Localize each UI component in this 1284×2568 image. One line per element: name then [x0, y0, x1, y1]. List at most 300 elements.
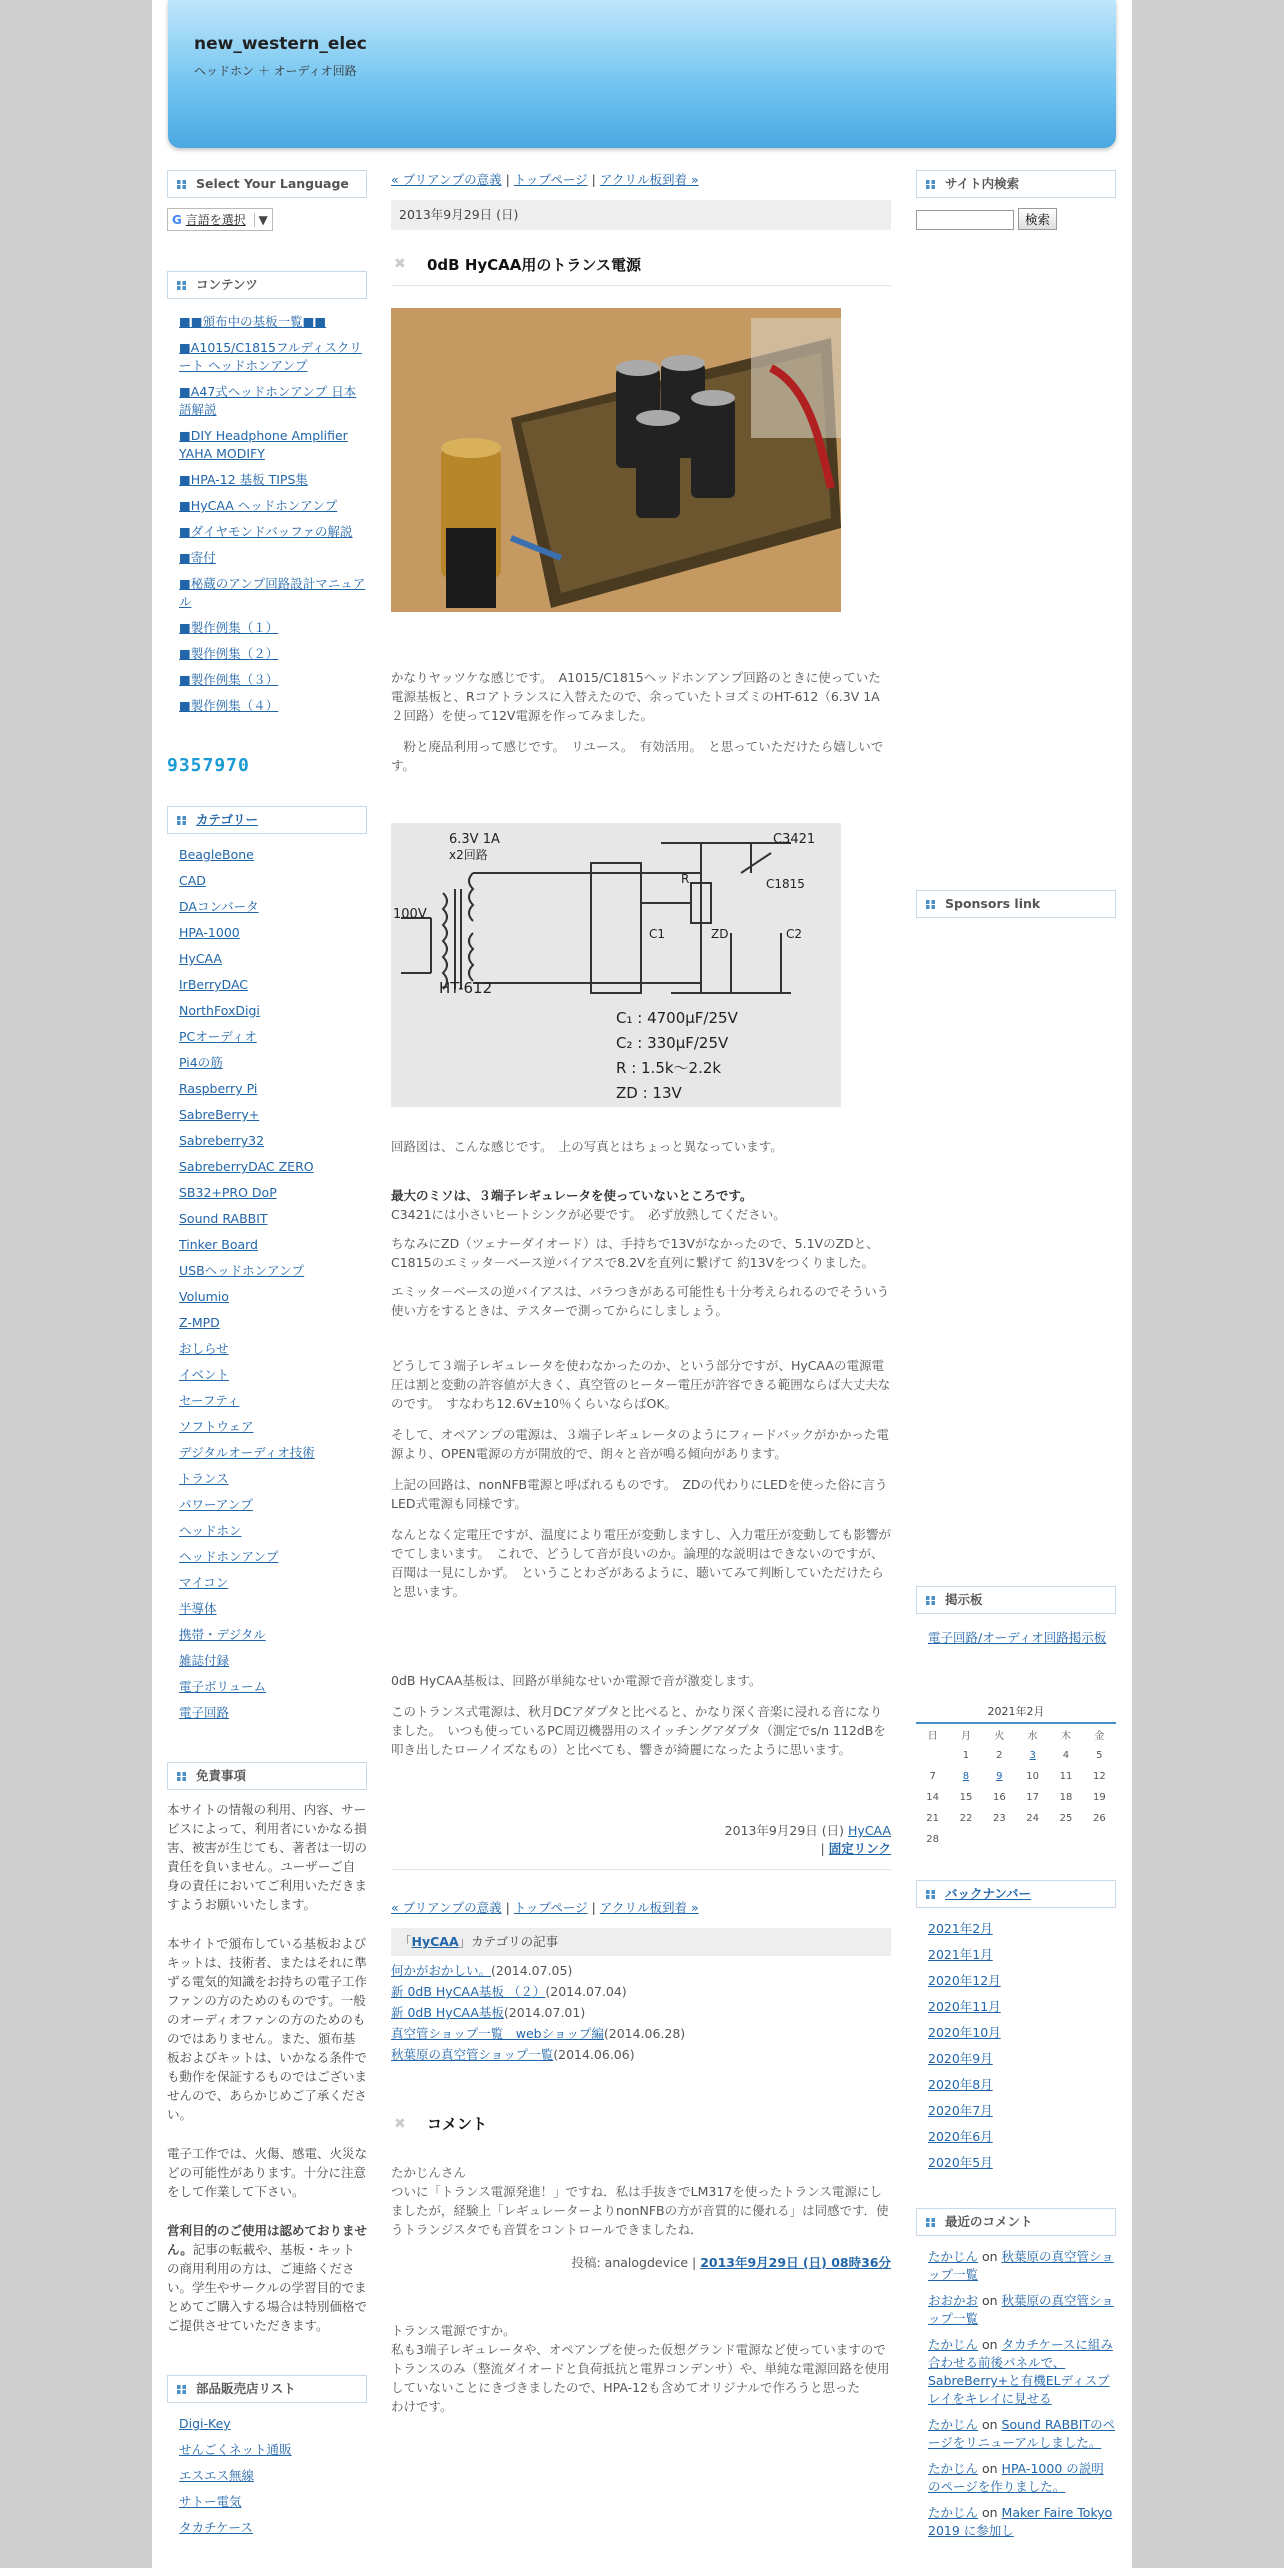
category-item: [179, 976, 367, 994]
calendar-day: [983, 1829, 1016, 1850]
category-item: [179, 1158, 367, 1176]
circuit-label-top2: x2回路: [449, 848, 488, 862]
visitor-counter: 9357970: [167, 755, 250, 776]
category-item: [179, 1262, 367, 1280]
post-nav-top: « プリアンプの意義 | トップページ | アクリル板到着 »: [391, 172, 699, 187]
circuit-label-c2: C2: [786, 927, 803, 941]
search-input[interactable]: [916, 210, 1014, 230]
backnumber-link[interactable]: 2020年5月: [928, 2155, 993, 2170]
calendar-day: 10: [1026, 1771, 1040, 1782]
category-link[interactable]: 電子回路: [179, 1705, 230, 1720]
category-link[interactable]: CAD: [179, 873, 206, 888]
paragraph-11: 0dB HyCAA基板は、回路が単純なせいか電源で音が激変します。: [391, 1673, 762, 1688]
backnumber-item: [928, 2128, 1116, 2146]
category-link[interactable]: Pi4の筋: [179, 1055, 223, 1070]
paragraph-8: そして、オペアンプの電源は、３端子レギュレータのようにフィードバックがかかった電源より、OPEN電源の方が開放的で、朗々と音が鳴る傾向があります。: [391, 1427, 890, 1461]
category-link[interactable]: Tinker Board: [179, 1237, 258, 1252]
category-link[interactable]: Sound RABBIT: [179, 1211, 268, 1226]
calendar-day: [949, 1766, 982, 1787]
backnumber-item: [928, 2024, 1116, 2042]
shop-link[interactable]: サトー電気: [179, 2494, 242, 2509]
category-link[interactable]: マイコン: [179, 1575, 229, 1590]
category-article-date: (2014.06.28): [603, 2026, 686, 2041]
paragraph-9: 上記の回路は、nonNFB電源と呼ばれるものです。 ZDの代わりにLEDを使った俗に言うLED式電源も同様です。: [391, 1477, 888, 1511]
backnumber-link[interactable]: 2021年2月: [928, 1921, 993, 1936]
post-bullet-icon: ✖: [394, 256, 406, 272]
chevron-down-icon: ▼: [254, 213, 268, 227]
contents-item: [179, 313, 367, 331]
calendar-day: 15: [959, 1792, 973, 1803]
contents-item: [179, 575, 367, 611]
category-item: [179, 1418, 367, 1436]
comment-1-meta: [391, 2253, 891, 2271]
recent-comment-on: on: [978, 2505, 1002, 2520]
recent-comment-item: [928, 2416, 1116, 2452]
shops-heading: 部品販売店リスト: [167, 2375, 367, 2403]
contents-item: [179, 383, 367, 419]
calendar-day: 22: [959, 1813, 973, 1824]
paragraph-1: かなりヤッツケな感じです。 A1015/C1815ヘッドホンアンプ回路のときに使っていた電源基板と、Rコアトランスに入替えたので、余っていたトヨズミのHT-612（6.3V 1A ２回路）を使って12V電源を作ってみました。: [391, 670, 881, 723]
contents-link[interactable]: ■A47式ヘッドホンアンプ 日本語解説: [179, 384, 357, 417]
calendar-weekday: 日: [927, 1731, 938, 1742]
paragraph-7: どうして３端子レギュレータを使わなかったのか、という部分ですが、HyCAAの電源電圧は割と変動の許容値が大きく、真空管のヒーター電圧が許容できる範囲ならば大丈夫なのです。 すなわち12.6V±10％くらいならばOK。: [391, 1358, 891, 1411]
category-link[interactable]: HyCAA: [179, 951, 222, 966]
shop-item: [179, 2441, 367, 2459]
circuit-label-input: 100V: [393, 907, 427, 922]
paragraph-4-bold: 最大のミソは、３端子レギュレータを使っていないところです。: [391, 1188, 753, 1203]
recent-comment-post-link[interactable]: タカチケースに組み合わせる前後パネルで、SabreBerry+と有機ELディスプレイをキレイに見せる: [928, 2337, 1113, 2406]
site-header: [168, 0, 1116, 148]
disclaimer-4-text: 記事の転載や、基板・キットの商用利用の方は、ご連絡ください。学生やサークルの学習目的でまとめてご購入する場合は特別価格でご提供させていただきます。: [167, 2242, 368, 2333]
category-link[interactable]: 携帯・デジタル: [179, 1627, 266, 1642]
circuit-label-c1: C1: [649, 927, 666, 941]
calendar-day: [983, 1766, 1016, 1787]
left-sidebar: [167, 170, 367, 2545]
calendar-weekday: 水: [1027, 1731, 1038, 1742]
category-article-item: [391, 1960, 891, 1981]
category-link[interactable]: トランス: [179, 1471, 229, 1486]
contents-item: [179, 497, 367, 515]
category-articles-heading: 「HyCAA」カテゴリの記事: [391, 1928, 891, 1956]
recent-comment-post-link[interactable]: 秋葉原の真空管ショップ一覧: [928, 2293, 1114, 2326]
category-link[interactable]: 半導体: [179, 1601, 217, 1616]
comment-2-body: トランス電源ですか。 私も3端子レギュレータや、オペアンプを使った仮想グランド電源など使っていますので トランスのみ（整流ダイオードと負荷抵抗と電界コンデンサ）や、単純な電源回路を使用していないことにきづきましたので、HPA-12も含めてオリジナルで作ろうと思った わけです。: [391, 2323, 890, 2414]
category-link[interactable]: ヘッドホンアンプ: [179, 1549, 279, 1564]
recent-comment-item: [928, 2504, 1116, 2540]
grid-icon: [177, 816, 186, 825]
category-article-item: [391, 2044, 891, 2065]
shop-link[interactable]: Digi-Key: [179, 2416, 231, 2431]
calendar-day: 7: [929, 1771, 936, 1782]
post-footer: 2013年9月29日 (日) HyCAA | 固定リンク: [391, 1821, 891, 1870]
contents-link[interactable]: ■製作例集（３）: [179, 672, 279, 687]
contents-link[interactable]: ■ダイヤモンドバッファの解説: [179, 524, 353, 539]
calendar-weekday: 火: [994, 1731, 1005, 1742]
comment-1-permalink[interactable]: 2013年9月29日 (日) 08時36分: [700, 2255, 891, 2270]
contents-link[interactable]: ■HyCAA ヘッドホンアンプ: [179, 498, 338, 513]
calendar-day: 16: [992, 1792, 1006, 1803]
backnumber-link[interactable]: 2020年10月: [928, 2025, 1001, 2040]
circuit-value-c1: C₁ : 4700μF/25V: [616, 1009, 738, 1027]
contents-item: [179, 339, 367, 375]
backnumber-item: [928, 1998, 1116, 2016]
grid-icon: [926, 1596, 935, 1605]
category-item: [179, 1626, 367, 1644]
backnumber-link[interactable]: 2020年11月: [928, 1999, 1001, 2014]
disclaimer-heading: 免責事項: [167, 1762, 367, 1790]
category-item: [179, 924, 367, 942]
category-link[interactable]: ヘッドホン: [179, 1523, 242, 1538]
paragraph-12: このトランス式電源は、秋月DCアダプタと比べると、かなり深く音楽に浸れる音になりました。 いつも使っているPC周辺機器用のスイッチングアダプタ（測定でs/n 112dBを叩き出したローノイズなもの）と比べても、響きが綺麗になったように思います。: [391, 1704, 886, 1757]
backnumber-item: [928, 1946, 1116, 1964]
category-item: [179, 1548, 367, 1566]
circuit-label-zd: ZD: [711, 927, 729, 941]
prev-post-link-bottom[interactable]: « プリアンプの意義: [391, 1900, 502, 1915]
category-item: [179, 1028, 367, 1046]
circuit-value-zd: ZD : 13V: [616, 1084, 682, 1102]
recent-comment-author-link[interactable]: たかじん: [928, 2417, 979, 2432]
search-button[interactable]: 検索: [1018, 208, 1057, 230]
category-item: [179, 1184, 367, 1202]
category-link[interactable]: セーフティ: [179, 1393, 240, 1408]
board-link[interactable]: 電子回路/オーディオ回路掲示板: [928, 1630, 1107, 1645]
calendar-day: 21: [926, 1813, 940, 1824]
contents-item: [179, 645, 367, 663]
contents-list: [167, 313, 367, 715]
shop-item: [179, 2415, 367, 2433]
grid-icon: [926, 1890, 935, 1899]
comment-bullet-icon: ✖: [394, 2116, 406, 2132]
paragraph-4-text: C3421には小さいヒートシンクが必要です。 必ず放熱してください。: [391, 1207, 786, 1222]
post-nav-bottom: « プリアンプの意義 | トップページ | アクリル板到着 »: [391, 1900, 699, 1915]
contents-link[interactable]: ■DIY Headphone Amplifier YAHA MODIFY: [179, 428, 348, 461]
grid-icon: [177, 281, 186, 290]
site-title[interactable]: new_western_elec: [194, 34, 367, 54]
calendar-day: 4: [1062, 1750, 1070, 1761]
category-link[interactable]: BeagleBone: [179, 847, 254, 862]
circuit-label-top: 6.3V 1A: [449, 832, 500, 847]
paragraph-6: エミッタ－ベースの逆バイアスは、バラつきがある可能性も十分考えられるのでそういう使い方をするときは、テスターで測ってからにしましょう。: [391, 1284, 890, 1318]
top-page-link-bottom[interactable]: トップページ: [513, 1900, 588, 1915]
calendar-day: 23: [992, 1813, 1006, 1824]
calendar-weekday: 木: [1060, 1731, 1071, 1742]
paragraph-3: 回路図は、こんな感じです。 上の写真とはちょっと異なっています。: [391, 1139, 783, 1154]
right-sidebar: [916, 170, 1116, 2548]
backnumber-list: [916, 1920, 1116, 2172]
category-item: [179, 1574, 367, 1592]
grid-icon: [177, 180, 186, 189]
circuit-label-r: R: [681, 872, 690, 886]
pcb-photo: [391, 308, 841, 612]
category-article-item: [391, 2002, 891, 2023]
category-articles-list: [391, 1960, 891, 2065]
calendar-day-link[interactable]: 3: [1029, 1750, 1036, 1761]
calendar-weekday: 月: [960, 1731, 971, 1742]
category-link[interactable]: HPA-1000: [179, 925, 240, 940]
category-heading: [167, 806, 367, 834]
board-link-wrap: [916, 1628, 1116, 1647]
category-articles-link[interactable]: HyCAA: [411, 1934, 459, 1949]
category-item: [179, 1652, 367, 1670]
recent-comment-on: on: [978, 2461, 1002, 2476]
disclaimer-4-bold: 営利目的のご使用は認めておりません。: [167, 2223, 368, 2257]
paragraph-10: なんとなく定電圧ですが、温度により電圧が変動しますし、入力電圧が変動しても影響がでてしまいます。 これで、どうして音が良いのか。論理的な説明はできないのですが、百聞は一見にしかず。 ということわざがあるように、聴いてみて判断していただけたらと思います。: [391, 1527, 892, 1599]
google-g-icon: G: [172, 213, 182, 227]
category-link[interactable]: SabreBerry+: [179, 1107, 260, 1122]
category-item: [179, 1444, 367, 1462]
category-article-item: [391, 1981, 891, 2002]
paragraph-4: [391, 1186, 891, 1224]
shop-item: [179, 2493, 367, 2511]
category-item: [179, 872, 367, 890]
recent-comment-post-link[interactable]: Sound RABBITのページをリニューアルしました。: [928, 2417, 1116, 2450]
contents-item: [179, 671, 367, 689]
contents-heading: コンテンツ: [167, 271, 367, 299]
recent-comment-post-link[interactable]: 秋葉原の真空管ショップ一覧: [928, 2249, 1114, 2282]
circuit-label-tr2: C1815: [766, 877, 805, 891]
backnumber-heading-link[interactable]: バックナンバー: [945, 1886, 1032, 1901]
category-link[interactable]: 雑誌付録: [179, 1653, 230, 1668]
category-item: [179, 1080, 367, 1098]
paragraph-2: 粉と廃品利用って感じです。 リユース。 有効活用。 と思っていただけたら嬉しいです。: [391, 739, 884, 773]
calendar-weekday: 金: [1094, 1731, 1105, 1742]
backnumber-link[interactable]: 2020年7月: [928, 2103, 993, 2118]
category-item: [179, 1678, 367, 1696]
recent-comment-post-link[interactable]: HPA-1000 の説明のページを作りました。: [928, 2461, 1104, 2494]
calendar: [916, 1724, 1116, 1850]
calendar-day: 1: [962, 1750, 970, 1761]
disclaimer-3: 電子工作では、火傷、感電、火災などの可能性があります。十分に注意をして作業して下さい。: [167, 2146, 368, 2199]
category-item: [179, 1054, 367, 1072]
disclaimer-4: [167, 2221, 367, 2335]
recent-comment-author-link[interactable]: たかじん: [928, 2337, 979, 2352]
category-item: [179, 1496, 367, 1514]
recent-comment-on: on: [978, 2337, 1002, 2352]
category-article-date: (2014.07.04): [545, 1984, 627, 1999]
recent-comments-list: [916, 2248, 1116, 2540]
search-heading: サイト内検索: [916, 170, 1116, 198]
post-date: 2013年9月29日 (日): [391, 200, 891, 230]
backnumber-heading: [916, 1880, 1116, 1908]
category-article-date: (2014.06.06): [553, 2047, 635, 2062]
contents-item: [179, 427, 367, 463]
category-link[interactable]: SabreberryDAC ZERO: [179, 1159, 314, 1174]
category-link[interactable]: 電子ボリューム: [179, 1679, 267, 1694]
post-footer-category-link[interactable]: HyCAA: [848, 1823, 891, 1838]
category-link[interactable]: イベント: [179, 1367, 230, 1382]
recent-comment-on: on: [978, 2293, 1002, 2308]
category-article-link[interactable]: 秋葉原の真空管ショップ一覧: [391, 2047, 554, 2062]
backnumber-link[interactable]: 2021年1月: [928, 1947, 993, 1962]
calendar-title: 2021年2月: [916, 1703, 1116, 1724]
backnumber-link[interactable]: 2020年9月: [928, 2051, 993, 2066]
top-page-link[interactable]: トップページ: [513, 172, 588, 187]
calendar-day: 2: [996, 1750, 1003, 1761]
contents-link[interactable]: ■■頒布中の基板一覧■■: [179, 314, 327, 329]
recent-comment-post-link[interactable]: Maker Faire Tokyo 2019 に参加し: [928, 2505, 1113, 2538]
shop-link[interactable]: エスエス無線: [179, 2468, 255, 2483]
language-heading: Select Your Language: [167, 170, 367, 198]
category-article-link[interactable]: 何かがおかしい。: [391, 1963, 492, 1978]
contents-item: [179, 471, 367, 489]
category-link[interactable]: Z-MPD: [179, 1315, 220, 1330]
calendar-day: [1016, 1745, 1049, 1766]
category-article-date: (2014.07.05): [491, 1963, 573, 1978]
category-link[interactable]: Volumio: [179, 1289, 229, 1304]
category-item: [179, 1314, 367, 1332]
backnumber-item: [928, 2154, 1116, 2172]
prev-post-link[interactable]: « プリアンプの意義: [391, 172, 502, 187]
circuit-value-c2: C₂ : 330μF/25V: [616, 1034, 729, 1052]
contents-link[interactable]: ■製作例集（１）: [179, 620, 279, 635]
calendar-day: 17: [1026, 1792, 1040, 1803]
calendar-day: 18: [1059, 1792, 1073, 1803]
contents-link[interactable]: ■製作例集（２）: [179, 646, 279, 661]
category-item: [179, 1236, 367, 1254]
category-link[interactable]: IrBerryDAC: [179, 977, 249, 992]
comments-heading: ✖ コメント: [394, 2115, 488, 2133]
comment-1-greeting: たかじんさん: [391, 2165, 467, 2180]
grid-icon: [926, 2218, 935, 2227]
post-title: ✖ 0dB HyCAA用のトランス電源: [391, 242, 891, 286]
grid-icon: [177, 2385, 186, 2394]
category-item: [179, 1106, 367, 1124]
contents-item: [179, 549, 367, 567]
search-form: [916, 208, 1116, 230]
disclaimer-2: 本サイトで頒布している基板およびキットは、技術者、またはそれに準ずる電気的知識をお持ちの電子工作ファンの方のためのものです。一般のオーディオファンの方のためのものではありません。また、頒布基板およびキットは、いかなる条件でも動作を保証するものではございませんので、あらかじめご了承ください。: [167, 1936, 368, 2122]
calendar-day: 26: [1092, 1813, 1106, 1824]
backnumber-item: [928, 2076, 1116, 2094]
recent-comment-item: [928, 2460, 1116, 2496]
calendar-day: 5: [1096, 1750, 1103, 1761]
category-item: [179, 950, 367, 968]
category-list: [167, 846, 367, 1722]
recent-comment-author-link[interactable]: たかじん: [928, 2249, 979, 2264]
recent-comment-on: on: [978, 2417, 1002, 2432]
permalink-link[interactable]: 固定リンク: [828, 1841, 891, 1856]
category-article-item: [391, 2023, 891, 2044]
shops-list: [167, 2415, 367, 2537]
language-select[interactable]: [167, 208, 273, 231]
disclaimer-1: 本サイトの情報の利用、内容、サービスによって、利用者にいかなる損害、被害が生じても、著者は一切の責任を負いません。ユーザーご自身の責任においてご利用いただきますようお願いいたします。: [167, 1802, 368, 1912]
contents-link[interactable]: ■製作例集（４）: [179, 698, 279, 713]
category-item: [179, 846, 367, 864]
shop-item: [179, 2519, 367, 2537]
category-link[interactable]: Raspberry Pi: [179, 1081, 258, 1096]
circuit-label-model: HT-612: [439, 979, 493, 997]
language-select-label[interactable]: 言語を選択: [185, 213, 246, 227]
recent-comment-author-link[interactable]: たかじん: [928, 2461, 979, 2476]
calendar-day: [1083, 1829, 1116, 1850]
comment-1-author: 投稿: analogdevice |: [571, 2255, 701, 2270]
category-link[interactable]: SB32+PRO DoP: [179, 1185, 277, 1200]
category-link[interactable]: NorthFoxDigi: [179, 1003, 260, 1018]
site-description: ヘッドホン ＋ オーディオ回路: [194, 64, 357, 78]
calendar-day-link[interactable]: 9: [996, 1771, 1003, 1782]
contents-item: [179, 697, 367, 715]
recent-comment-item: [928, 2336, 1116, 2408]
contents-item: [179, 523, 367, 541]
sponsors-heading: Sponsors link: [916, 890, 1116, 918]
category-item: [179, 1340, 367, 1358]
calendar-day: 14: [926, 1792, 940, 1803]
circuit-diagram: [391, 823, 841, 1107]
recent-comment-author-link[interactable]: おおかお: [928, 2293, 979, 2308]
calendar-day: [1016, 1829, 1049, 1850]
next-post-link[interactable]: アクリル板到着 »: [599, 172, 699, 187]
calendar-day: 11: [1059, 1771, 1073, 1782]
backnumber-item: [928, 2102, 1116, 2120]
category-link[interactable]: おしらせ: [179, 1341, 229, 1356]
recent-comment-on: on: [978, 2249, 1002, 2264]
backnumber-item: [928, 1972, 1116, 1990]
category-link[interactable]: USBヘッドホンアンプ: [179, 1263, 305, 1278]
contents-link[interactable]: ■HPA-12 基板 TIPS集: [179, 472, 308, 487]
contents-link[interactable]: ■秘蔵のアンプ回路設計マニュアル: [179, 576, 366, 609]
category-item: [179, 1522, 367, 1540]
category-item: [179, 1288, 367, 1306]
calendar-day: 28: [926, 1834, 940, 1845]
category-item: [179, 1470, 367, 1488]
shop-link[interactable]: タカチケース: [179, 2520, 253, 2535]
comment-1-body: ついに「トランス電源発進！」ですね．私は手抜きでLM317を使ったトランス電源にしましたが，経験上「レギュレーターよりnonNFBの方が音質的に優れる」は同感です．使うトランジスタでも音質をコントロールできましたね．: [391, 2184, 889, 2237]
contents-item: [179, 619, 367, 637]
recent-comments-heading: 最近のコメント: [916, 2208, 1116, 2236]
recent-comment-author-link[interactable]: たかじん: [928, 2505, 979, 2520]
category-heading-link[interactable]: カテゴリー: [196, 812, 259, 827]
calendar-day: 12: [1092, 1771, 1106, 1782]
main-content: [391, 170, 891, 2416]
category-link[interactable]: デジタルオーディオ技術: [179, 1445, 315, 1460]
category-article-link[interactable]: 新 0dB HyCAA基板: [391, 2005, 504, 2020]
circuit-value-r: R : 1.5k〜2.2k: [616, 1059, 722, 1077]
board-heading: 掲示板: [916, 1586, 1116, 1614]
category-item: [179, 898, 367, 916]
category-item: [179, 1210, 367, 1228]
contents-link[interactable]: ■A1015/C1815フルディスクリート ヘッドホンアンプ: [179, 340, 362, 373]
category-article-link[interactable]: 新 0dB HyCAA基板 （２）: [391, 1984, 546, 1999]
category-article-date: (2014.07.01): [503, 2005, 586, 2020]
calendar-day-link[interactable]: 8: [962, 1771, 970, 1782]
backnumber-item: [928, 1920, 1116, 1938]
category-item: [179, 1704, 367, 1722]
category-item: [179, 1002, 367, 1020]
category-link[interactable]: ソフトウェア: [179, 1419, 254, 1434]
category-link[interactable]: PCオーディオ: [179, 1029, 257, 1044]
category-link[interactable]: パワーアンプ: [179, 1497, 253, 1512]
shop-link[interactable]: せんごくネット通販: [179, 2442, 292, 2457]
category-item: [179, 1392, 367, 1410]
backnumber-link[interactable]: 2020年6月: [928, 2129, 993, 2144]
category-link[interactable]: Sabreberry32: [179, 1133, 265, 1148]
shop-item: [179, 2467, 367, 2485]
backnumber-item: [928, 2050, 1116, 2068]
post-footer-date: 2013年9月29日 (日): [724, 1823, 845, 1838]
backnumber-link[interactable]: 2020年8月: [928, 2077, 993, 2092]
next-post-link-bottom[interactable]: アクリル板到着 »: [599, 1900, 699, 1915]
contents-link[interactable]: ■寄付: [179, 550, 216, 565]
category-article-link[interactable]: 真空管ショップ一覧 webショップ編: [391, 2026, 604, 2041]
category-item: [179, 1600, 367, 1618]
category-link[interactable]: DAコンバータ: [179, 899, 259, 914]
calendar-day: 19: [1092, 1792, 1106, 1803]
backnumber-link[interactable]: 2020年12月: [928, 1973, 1001, 1988]
calendar-day: 25: [1059, 1813, 1073, 1824]
grid-icon: [926, 180, 935, 189]
calendar-day: [949, 1829, 982, 1850]
category-item: [179, 1132, 367, 1150]
paragraph-5: ちなみにZD（ツェナーダイオード）は、手持ちで13Vがなかったので、5.1VのZDと、C1815のエミッタ－ベース逆バイアスで8.2Vを直列に繋げて 約13Vをつくりました。: [391, 1236, 879, 1270]
